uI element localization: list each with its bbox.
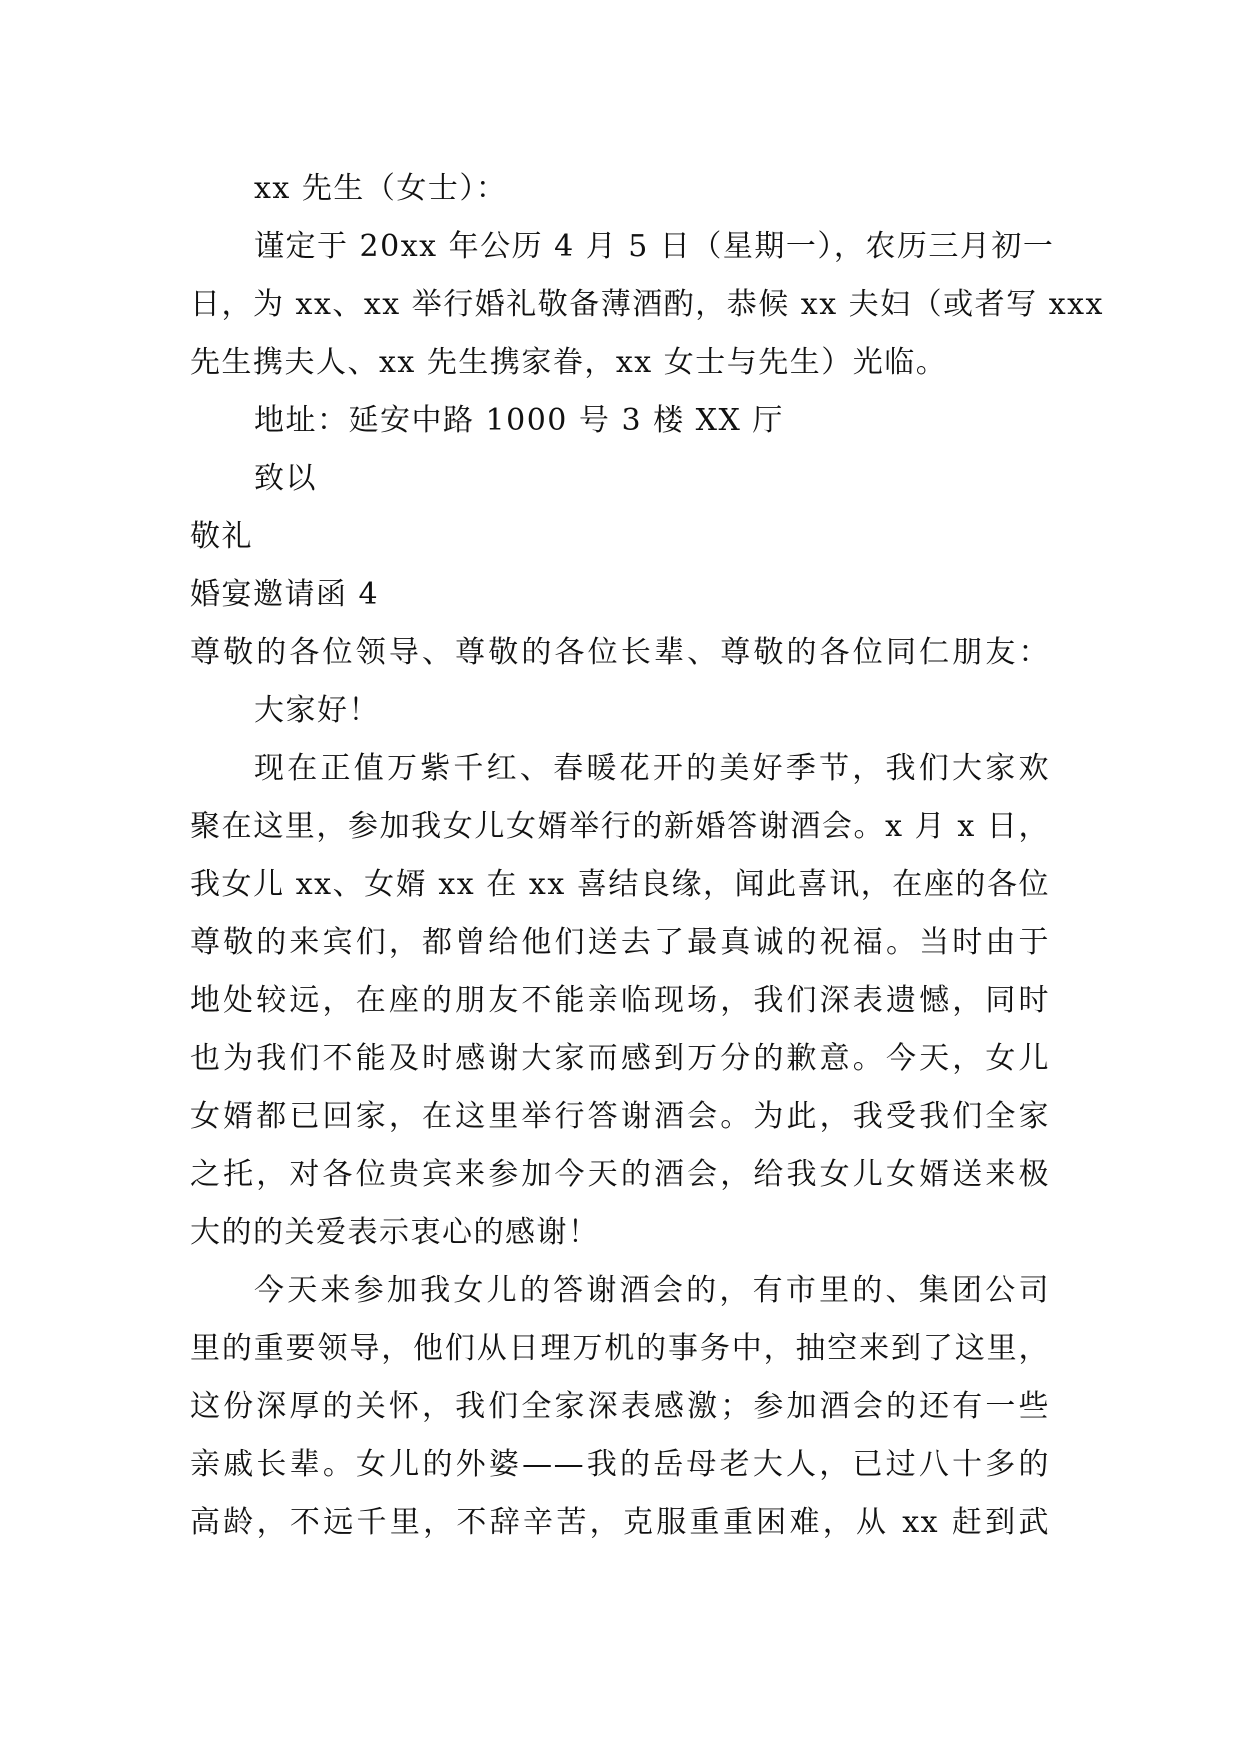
text-line: 地处较远，在座的朋友不能亲临现场，我们深表遗憾，同时 [190,983,1050,1018]
text-line: 大的的关爱表示衷心的感谢！ [190,1215,600,1250]
text-line: 亲戚长辈。女儿的外婆——我的岳母老大人，已过八十多的 [190,1447,1050,1482]
text-line: 我女儿 xx、女婿 xx 在 xx 喜结良缘，闻此喜讯，在座的各位 [190,867,1050,902]
text-line: 现在正值万紫千红、春暖花开的美好季节，我们大家欢 [254,751,1050,786]
text-line: 这份深厚的关怀，我们全家深表感激；参加酒会的还有一些 [190,1389,1050,1424]
text-line: 地址：延安中路 1000 号 3 楼 XX 厅 [254,403,784,438]
text-line: 尊敬的来宾们，都曾给他们送去了最真诚的祝福。当时由于 [190,925,1050,960]
text-line: xx 先生（女士）： [254,171,508,206]
text-line: 大家好！ [254,693,380,728]
text-line: 里的重要领导，他们从日理万机的事务中，抽空来到了这里， [190,1331,1050,1366]
text-line: 女婿都已回家，在这里举行答谢酒会。为此，我受我们全家 [190,1099,1050,1134]
text-line: 谨定于 20xx 年公历 4 月 5 日（星期一），农历三月初一 [254,229,1055,264]
text-line: 致以 [254,461,317,496]
text-line: 婚宴邀请函 4 [190,577,380,612]
text-line: 之托，对各位贵宾来参加今天的酒会，给我女儿女婿送来极 [190,1157,1050,1192]
text-line: 先生携夫人、xx 先生携家眷，xx 女士与先生）光临。 [190,345,948,380]
text-line: 高龄，不远千里，不辞辛苦，克服重重困难，从 xx 赶到武 [190,1505,1050,1540]
text-line: 聚在这里，参加我女儿女婿举行的新婚答谢酒会。x 月 x 日， [190,809,1050,844]
text-line: 日，为 xx、xx 举行婚礼敬备薄酒酌，恭候 xx 夫妇（或者写 xxx [190,287,1104,322]
text-line: 今天来参加我女儿的答谢酒会的，有市里的、集团公司 [254,1273,1050,1308]
text-line: 也为我们不能及时感谢大家而感到万分的歉意。今天，女儿 [190,1041,1050,1076]
text-line: 敬礼 [190,519,253,554]
document-body [190,160,1104,1552]
text-line: 尊敬的各位领导、尊敬的各位长辈、尊敬的各位同仁朋友： [190,635,1050,670]
